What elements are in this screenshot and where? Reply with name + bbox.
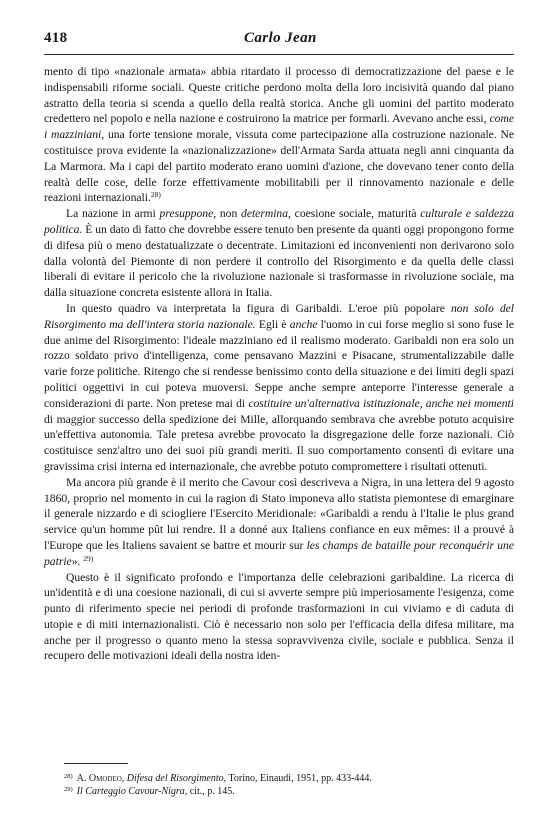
italic-text: les champs de bataille pour reconquérir une patrie: [44, 538, 514, 568]
text-run: A.: [76, 773, 89, 784]
italic-text: culturale e saldezza politica.: [44, 207, 515, 236]
note-reference: 29): [64, 786, 73, 793]
italic-text: Difesa del Risorgimento,: [126, 773, 227, 784]
text-run: una forte tensione morale, vissuta come partecipazione alla costruzione nazionale. Ne costituisce prova evidente la «nazionalizzazione» dell'Armata Sarda attuata negli anni cinquanta da La Marmora. Ma i capi del partito moderato erano uomini d'azione, che dovevano tener conto della realtà delle cose, delle forze effettivamente mobilitabili per il rinnovamento nazionale e delle reazioni internazionali.: [44, 128, 515, 205]
italic-text: costituire un'alternativa istituzionale, anche nei momenti: [248, 396, 514, 410]
text-run: coesione sociale, maturità: [290, 207, 421, 221]
text-run: Questo è il significato profondo e l'importanza delle celebrazioni garibaldine. La ricerca di un'identità e di una coesione nazionali, di cui si avverte sempre più imperiosamente l'esigenza, come punto di riferimento specie nei periodi di profonde trasformazioni in cui viviamo e di caduta di utopie e di miti internazionalisti. Ciò è necessario non solo per l'efficacia della difesa militare, ma anche per il progresso o quanto meno la stessa sopravvivenza civile, sociale e pubblica. Senza il recupero delle motivazioni ideali della nostra iden-: [44, 570, 514, 663]
note-reference: 29): [83, 553, 94, 563]
paragraph-1: [44, 64, 514, 206]
paragraph-4: [44, 475, 514, 570]
italic-text: non solo del Risorgimento ma dell'intera storia nazionale.: [44, 301, 514, 331]
paragraph-3: [44, 301, 514, 475]
italic-text: determina,: [241, 207, 291, 221]
text-run: Ma ancora più grande è il merito che Cavour così descriveva a Nigra, in una lettera del 9 agosto 1860, proprio nel momento in cui la ragion di Stato imponeva allo statista piemontese di emarginare il generale nizzardo e di sciogliere l'Esercito Meridionale: «Garibaldi a rendu à l'Italie le plus grand service qu'un homme pût lui rendre. Il a donné aux Italiens confiance en eux mêmes: il a prouvé à l'Europe que les Italiens savaient se battre et mourir sur: [44, 475, 514, 552]
header-rule: [44, 54, 514, 55]
text-run: Torino, Einaudi, 1951, pp. 433-444.: [226, 773, 372, 784]
italic-text: Il Carteggio Cavour-Nigra,: [76, 786, 188, 797]
text-run: Egli è: [255, 317, 290, 331]
italic-text: presuppone,: [159, 207, 217, 221]
page-number: 418: [44, 30, 68, 46]
italic-text: anche: [289, 317, 318, 331]
footnotes: [64, 772, 514, 798]
text-run: di maggior successo della spedizione dei Mille, allorquando sembrava che avrebbe potuto acquisire un'effettiva autonomia. Tale pretesa avrebbe provocato la disgregazione delle forze nazionali. Ciò costituisce senz'altro uno dei suoi più grandi meriti. Il suo comportamento consentì di evitare una gravissima crisi interna ed internazionale, che avrebbe potuto compromettere i risultati ottenuti.: [44, 412, 514, 473]
text-run: mento di tipo «nazionale armata» abbia ritardato il processo di democratizzazione del paese e le indispensabili riforme sociali. Queste critiche perdono molta della loro incisività quando dal piano astratto della teoria si scenda a quello della realtà storica. Anche gli uomini del partito moderato credettero nel popolo e nella nazione e costruirono la matrice per formarli. Avevano anche essi,: [44, 65, 514, 126]
text-run: l'uomo in cui forse meglio si sono fuse le due anime del Risorgimento: l'ideale mazziniano ed il realismo moderato. Garibaldi non era solo un rozzo soldato privo d'intelligenza, come pensavano Mazzini e Pisacane, strumentalizzabile dalle varie forze politiche. Ritengo che si rendesse benissimo conto della situazione e dei limiti degli spazi politici oggettivi in cui poteva muoversi. Seppe anche sempre anteporre l'interesse generale a considerazioni di parte. Non pretese mai di: [44, 317, 514, 410]
running-title: Carlo Jean: [244, 30, 317, 46]
note-reference: 28): [150, 190, 161, 200]
italic-text: come i mazziniani,: [44, 112, 514, 142]
footnote-2: [64, 785, 514, 798]
text-run: ,: [121, 773, 127, 784]
paragraph-2: [44, 206, 514, 301]
footnote-rule: [64, 763, 128, 764]
author-name: Omodeo: [88, 773, 122, 784]
text-run: In questo quadro va interpretata la figura di Garibaldi. L'eroe più popolare: [66, 301, 451, 315]
text-run: ».: [71, 554, 84, 568]
running-head: [44, 30, 514, 50]
body-text: [44, 64, 514, 664]
text-run: È un dato di fatto che dovrebbe essere tenuto ben presente da quanti oggi propongono forme di difesa più o meno destatualizzate o decentrate. Limitazioni ed inconvenienti non derivarono solo dalla volontà del Piemonte di non perdere il controllo del Risorgimento e da quella delle classi liberali di evitare il pericolo che la rivoluzione nazionale si trasformasse in rivoluzione sociale, ma dalla situazione concreta esistente allora in Italia.: [44, 222, 514, 300]
text-run: La nazione in armi: [66, 207, 160, 221]
footnote-1: [64, 772, 514, 785]
text-run: non: [216, 207, 242, 221]
text-run: cit., p. 145.: [187, 786, 235, 797]
paragraph-5: [44, 570, 514, 665]
note-reference: 28): [64, 773, 73, 780]
